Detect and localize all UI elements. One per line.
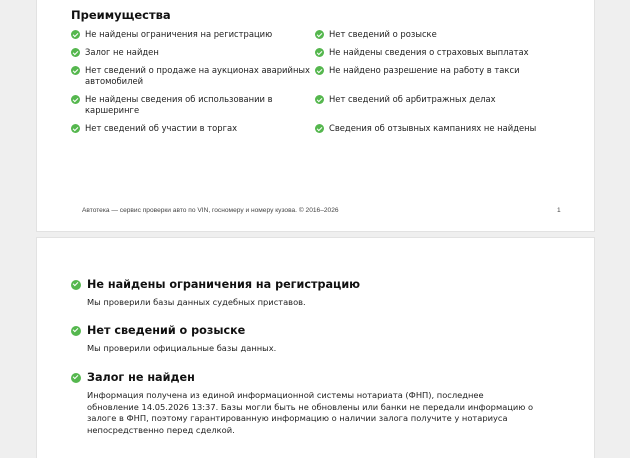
advantage-item xyxy=(315,29,565,40)
detail-text: Мы проверили официальные базы данных. xyxy=(87,343,277,353)
advantages-title: Преимущества xyxy=(71,8,171,22)
check-circle-icon xyxy=(315,30,324,39)
footer-copyright: Автотека — сервис проверки авто по VIN, госномеру и номеру кузова. © 2016–2026 xyxy=(82,207,339,214)
detail-section xyxy=(71,371,537,436)
advantage-label: Нет сведений об арбитражных делах xyxy=(329,94,496,104)
report-page-1 xyxy=(37,0,594,231)
detail-section xyxy=(71,278,537,309)
check-circle-icon xyxy=(71,30,80,39)
check-circle-icon xyxy=(71,124,80,133)
advantage-label: Не найдены сведения об использовании в каршеринге xyxy=(85,94,273,115)
detail-text: Информация получена из единой информационной системы нотариата (ФНП), последнее обновление 14.05.2026 13:37. Базы могли быть не обновлены или банки не передали информацию о залоге в ФНП, поэтому гарантированную информацию о наличии залога получите у нотариуса непосредственно перед сделкой. xyxy=(87,390,534,435)
check-circle-icon xyxy=(315,66,324,75)
detail-header xyxy=(71,324,537,337)
advantage-item xyxy=(315,123,565,134)
detail-section xyxy=(71,324,537,355)
advantage-label: Сведения об отзывных кампаниях не найдены xyxy=(329,123,537,133)
check-circle-icon xyxy=(71,280,81,290)
advantage-item xyxy=(71,123,315,134)
advantages-list xyxy=(71,29,571,141)
advantage-label: Нет сведений о розыске xyxy=(329,29,437,39)
advantages-row xyxy=(71,123,571,141)
check-circle-icon xyxy=(315,95,324,104)
detail-text: Мы проверили базы данных судебных приставов. xyxy=(87,297,306,307)
check-circle-icon xyxy=(71,95,80,104)
advantage-item xyxy=(71,47,315,58)
detail-title: Не найдены ограничения на регистрацию xyxy=(87,278,361,291)
advantage-label: Нет сведений об участии в торгах xyxy=(85,123,238,133)
detail-header xyxy=(71,371,537,384)
check-circle-icon xyxy=(315,124,324,133)
advantage-item xyxy=(71,94,315,116)
detail-title: Залог не найден xyxy=(87,371,195,384)
check-circle-icon xyxy=(71,326,81,336)
check-circle-icon xyxy=(315,48,324,57)
advantage-item xyxy=(315,94,565,105)
advantages-row xyxy=(71,47,571,65)
advantages-row xyxy=(71,94,571,123)
report-page-2 xyxy=(37,238,594,458)
advantage-item xyxy=(315,47,565,58)
advantage-label: Залог не найден xyxy=(85,47,159,57)
check-circle-icon xyxy=(71,48,80,57)
advantage-label: Не найдены ограничения на регистрацию xyxy=(85,29,273,39)
check-circle-icon xyxy=(71,373,81,383)
advantage-item xyxy=(71,65,315,87)
detail-title: Нет сведений о розыске xyxy=(87,324,246,337)
detail-header xyxy=(71,278,537,291)
advantages-row xyxy=(71,29,571,47)
advantage-label: Не найдено разрешение на работу в такси xyxy=(329,65,520,75)
page-number: 1 xyxy=(557,207,561,214)
advantages-row xyxy=(71,65,571,94)
advantage-label: Не найдены сведения о страховых выплатах xyxy=(329,47,529,57)
advantage-label: Нет сведений о продаже на аукционах аварийных автомобилей xyxy=(85,65,310,86)
advantage-item xyxy=(71,29,315,40)
check-circle-icon xyxy=(71,66,80,75)
advantage-item xyxy=(315,65,565,76)
